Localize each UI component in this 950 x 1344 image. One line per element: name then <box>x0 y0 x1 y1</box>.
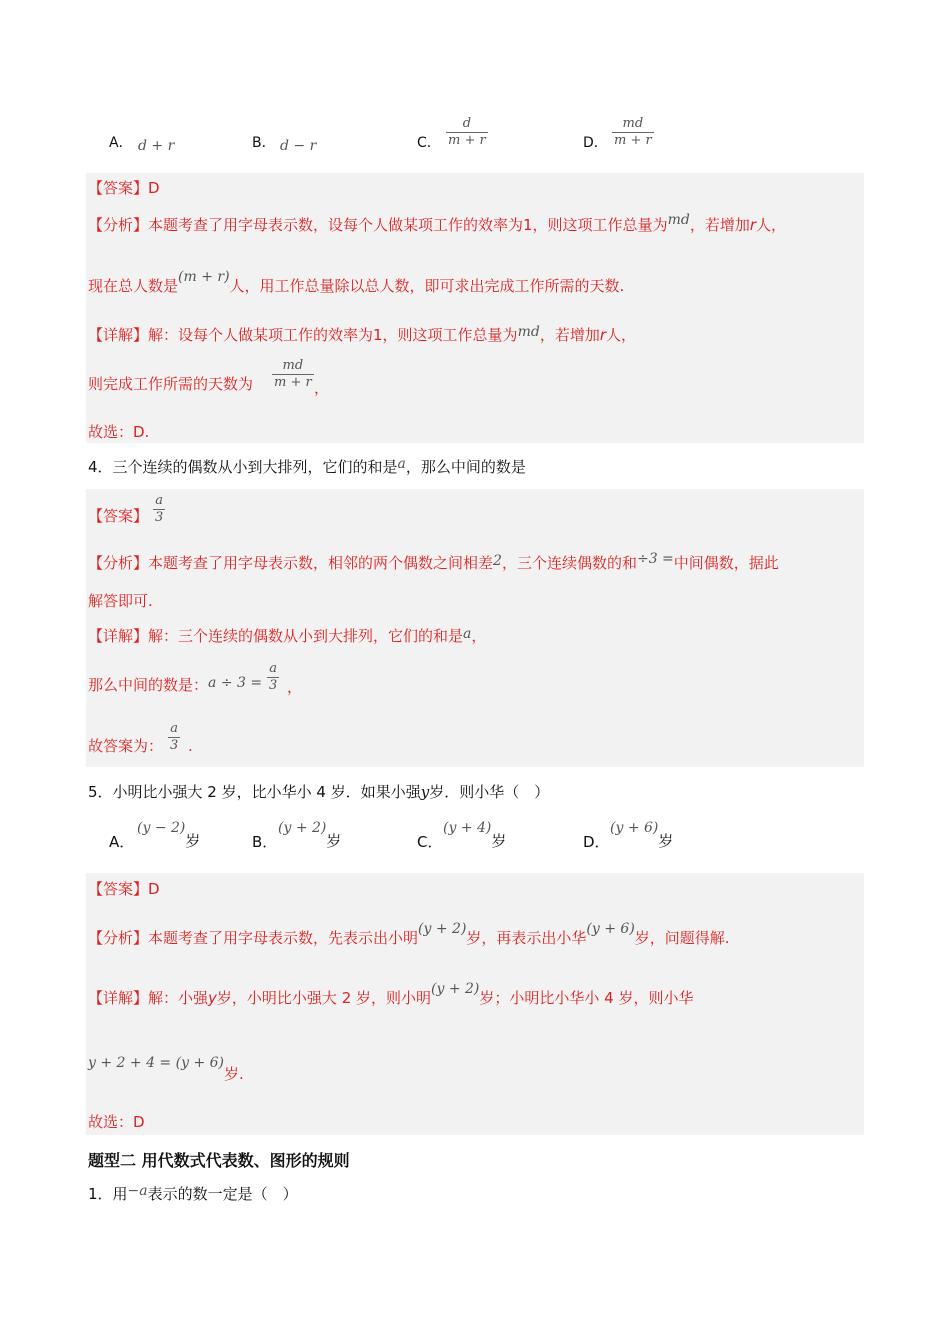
q3-detail-fraction <box>272 358 314 391</box>
analysis-text: 现在总人数是 <box>88 277 179 295</box>
math-expr: (y + 2) <box>431 981 480 997</box>
answer-tag: 【答案】 <box>88 179 149 197</box>
math-var: r <box>749 216 757 234</box>
analysis-text: 岁，问题得解. <box>634 929 730 947</box>
question-text: 1．用 <box>88 1185 128 1203</box>
option-label: B． <box>252 135 276 151</box>
q4-answer-fraction <box>153 493 165 526</box>
detail-text: 解：小强 <box>148 989 209 1007</box>
detail-text: ，若增加 <box>539 326 600 344</box>
q4-analysis-line2: 解答即可. <box>88 592 153 610</box>
q4-conclusion: 故答案为： <box>88 737 164 755</box>
math-var: y <box>420 783 430 801</box>
option-d[interactable] <box>583 132 608 152</box>
math-expr: md <box>667 212 690 228</box>
q3-detail-line1 <box>88 325 636 346</box>
math-expr: (y + 2) <box>278 820 327 836</box>
question-text: 表示的数一定是（ ） <box>147 1185 298 1203</box>
option-label: C． <box>417 833 443 851</box>
q5-analysis <box>88 921 730 949</box>
fraction-numerator: a <box>170 721 179 736</box>
q4-question <box>88 457 526 478</box>
analysis-tag: 【分析】 <box>88 216 149 234</box>
fraction-denominator: 3 <box>170 738 179 753</box>
detail-text: 解：三个连续的偶数从小到大排列，它们的和是 <box>148 627 464 645</box>
q4-detail-comma: ， <box>287 678 303 696</box>
fraction-numerator: a <box>155 493 164 508</box>
option-d-fraction <box>612 116 654 149</box>
math-var: y <box>208 989 217 1007</box>
analysis-text: 岁，再表示出小华 <box>466 929 587 947</box>
q5-option-a[interactable] <box>109 832 134 852</box>
q3-analysis-line1 <box>88 212 787 236</box>
option-b-expr: d − r <box>280 138 317 154</box>
q4-conclusion-end: . <box>188 737 193 755</box>
detail-tag: 【详解】 <box>88 627 149 645</box>
q5-detail-line2 <box>88 1052 244 1083</box>
q3-detail-line2 <box>88 374 253 394</box>
next-question <box>88 1184 298 1205</box>
math-expr: 2 <box>493 553 502 569</box>
question-text: ，那么中间的数是 <box>405 458 526 476</box>
option-label: C． <box>417 135 441 151</box>
answer-value: D <box>148 880 160 898</box>
math-var: a <box>397 456 406 472</box>
fraction-numerator: a <box>269 661 278 676</box>
math-expr: a ÷ 3 = <box>208 675 263 691</box>
question-text: 5．小明比小强大 2 岁，比小华小 4 岁．如果小强 <box>88 783 421 801</box>
analysis-text: 本题考查了用字母表示数，先表示出小明 <box>148 929 419 947</box>
q5-option-c-value <box>443 817 507 850</box>
option-c[interactable] <box>417 132 441 152</box>
analysis-text: ，若增加 <box>689 216 750 234</box>
math-expr: (y + 6) <box>586 921 635 937</box>
option-label: B． <box>252 833 278 851</box>
q4-detail-line2 <box>88 675 262 696</box>
analysis-tag: 【分析】 <box>88 554 149 572</box>
detail-text: ， <box>471 627 487 645</box>
analysis-text: 人， <box>756 216 787 234</box>
q4-detail-fraction <box>267 661 279 694</box>
question-text: 岁．则小华（ ） <box>429 783 550 801</box>
math-expr: −a <box>127 1183 148 1199</box>
math-expr: (y + 6) <box>610 820 659 836</box>
math-var: r <box>599 326 606 344</box>
option-b[interactable] <box>252 132 276 152</box>
q3-analysis-line2 <box>88 269 625 297</box>
detail-tag: 【详解】 <box>88 326 149 344</box>
q4-detail-line1 <box>88 626 486 647</box>
option-label: D． <box>583 135 608 151</box>
analysis-text: 本题考查了用字母表示数，设每个人做某项工作的效率为1，则这项工作总量为 <box>148 216 668 234</box>
detail-tag: 【详解】 <box>88 989 149 1007</box>
detail-text: 人， <box>606 326 637 344</box>
detail-text: 那么中间的数是： <box>88 676 209 694</box>
math-var: a <box>463 626 472 642</box>
unit-text: 岁 <box>326 832 342 850</box>
math-expr: (y − 2) <box>137 820 186 836</box>
detail-text: 则完成工作所需的天数为 <box>88 375 254 393</box>
option-label: A． <box>109 135 133 151</box>
q5-detail-line1 <box>88 981 694 1009</box>
q5-answer <box>88 879 160 899</box>
analysis-text: ，三个连续偶数的和 <box>501 554 637 572</box>
fraction-numerator: md <box>282 358 304 373</box>
detail-text: 解：设每个人做某项工作的效率为1，则这项工作总量为 <box>148 326 518 344</box>
q5-option-b[interactable] <box>252 832 277 852</box>
q5-question <box>88 782 549 802</box>
q3-detail-comma: ， <box>314 379 330 397</box>
q5-conclusion: 故选：D <box>88 1113 145 1131</box>
q5-option-b-value <box>278 817 342 850</box>
q5-option-a-value <box>137 817 201 850</box>
q4-analysis-line1 <box>88 553 779 574</box>
unit-text: 岁 <box>658 832 674 850</box>
q5-option-c[interactable] <box>417 832 442 852</box>
answer-value: D <box>148 179 160 197</box>
answer-tag: 【答案】 <box>88 880 149 898</box>
math-expr: (m + r) <box>178 269 230 285</box>
detail-text: 岁. <box>224 1065 244 1083</box>
option-label: A． <box>109 833 135 851</box>
fraction-denominator: m + r <box>614 133 652 148</box>
option-a[interactable] <box>109 132 133 152</box>
math-expr: (y + 2) <box>418 921 467 937</box>
option-label: D． <box>583 833 610 851</box>
math-expr: (y + 4) <box>443 820 492 836</box>
q3-conclusion: 故选：D. <box>88 423 150 441</box>
analysis-text: 人，用工作总量除以总人数，即可求出完成工作所需的天数. <box>229 277 625 295</box>
math-expr: md <box>517 324 540 340</box>
fraction-denominator: 3 <box>155 510 164 525</box>
fraction-denominator: m + r <box>274 375 312 390</box>
answer-tag: 【答案】 <box>88 507 149 525</box>
q3-answer-box <box>86 173 864 443</box>
fraction-denominator: 3 <box>269 678 278 693</box>
math-expr: y + 2 + 4 = (y + 6) <box>88 1055 224 1071</box>
detail-text: 岁；小明比小华小 4 岁，则小华 <box>479 989 694 1007</box>
analysis-text: 本题考查了用字母表示数，相邻的两个偶数之间相差 <box>148 554 494 572</box>
unit-text: 岁 <box>185 832 201 850</box>
q4-conclusion-fraction <box>168 721 180 754</box>
detail-text: 岁，小明比小强大 2 岁，则小明 <box>216 989 432 1007</box>
option-a-expr: d + r <box>138 138 175 154</box>
q5-option-d[interactable] <box>583 832 610 852</box>
q5-option-d-value <box>610 817 674 850</box>
question-text: 4．三个连续的偶数从小到大排列，它们的和是 <box>88 458 398 476</box>
unit-text: 岁 <box>491 832 507 850</box>
math-expr: ÷3 = <box>636 551 674 567</box>
analysis-text: 中间偶数，据此 <box>673 554 779 572</box>
fraction-numerator: md <box>622 116 644 131</box>
section-heading: 题型二 用代数式代表数、图形的规则 <box>88 1151 350 1170</box>
option-c-fraction <box>446 116 488 149</box>
analysis-tag: 【分析】 <box>88 929 149 947</box>
fraction-numerator: d <box>462 116 472 131</box>
q3-answer <box>88 178 160 198</box>
q4-answer <box>88 506 148 526</box>
fraction-denominator: m + r <box>448 133 486 148</box>
